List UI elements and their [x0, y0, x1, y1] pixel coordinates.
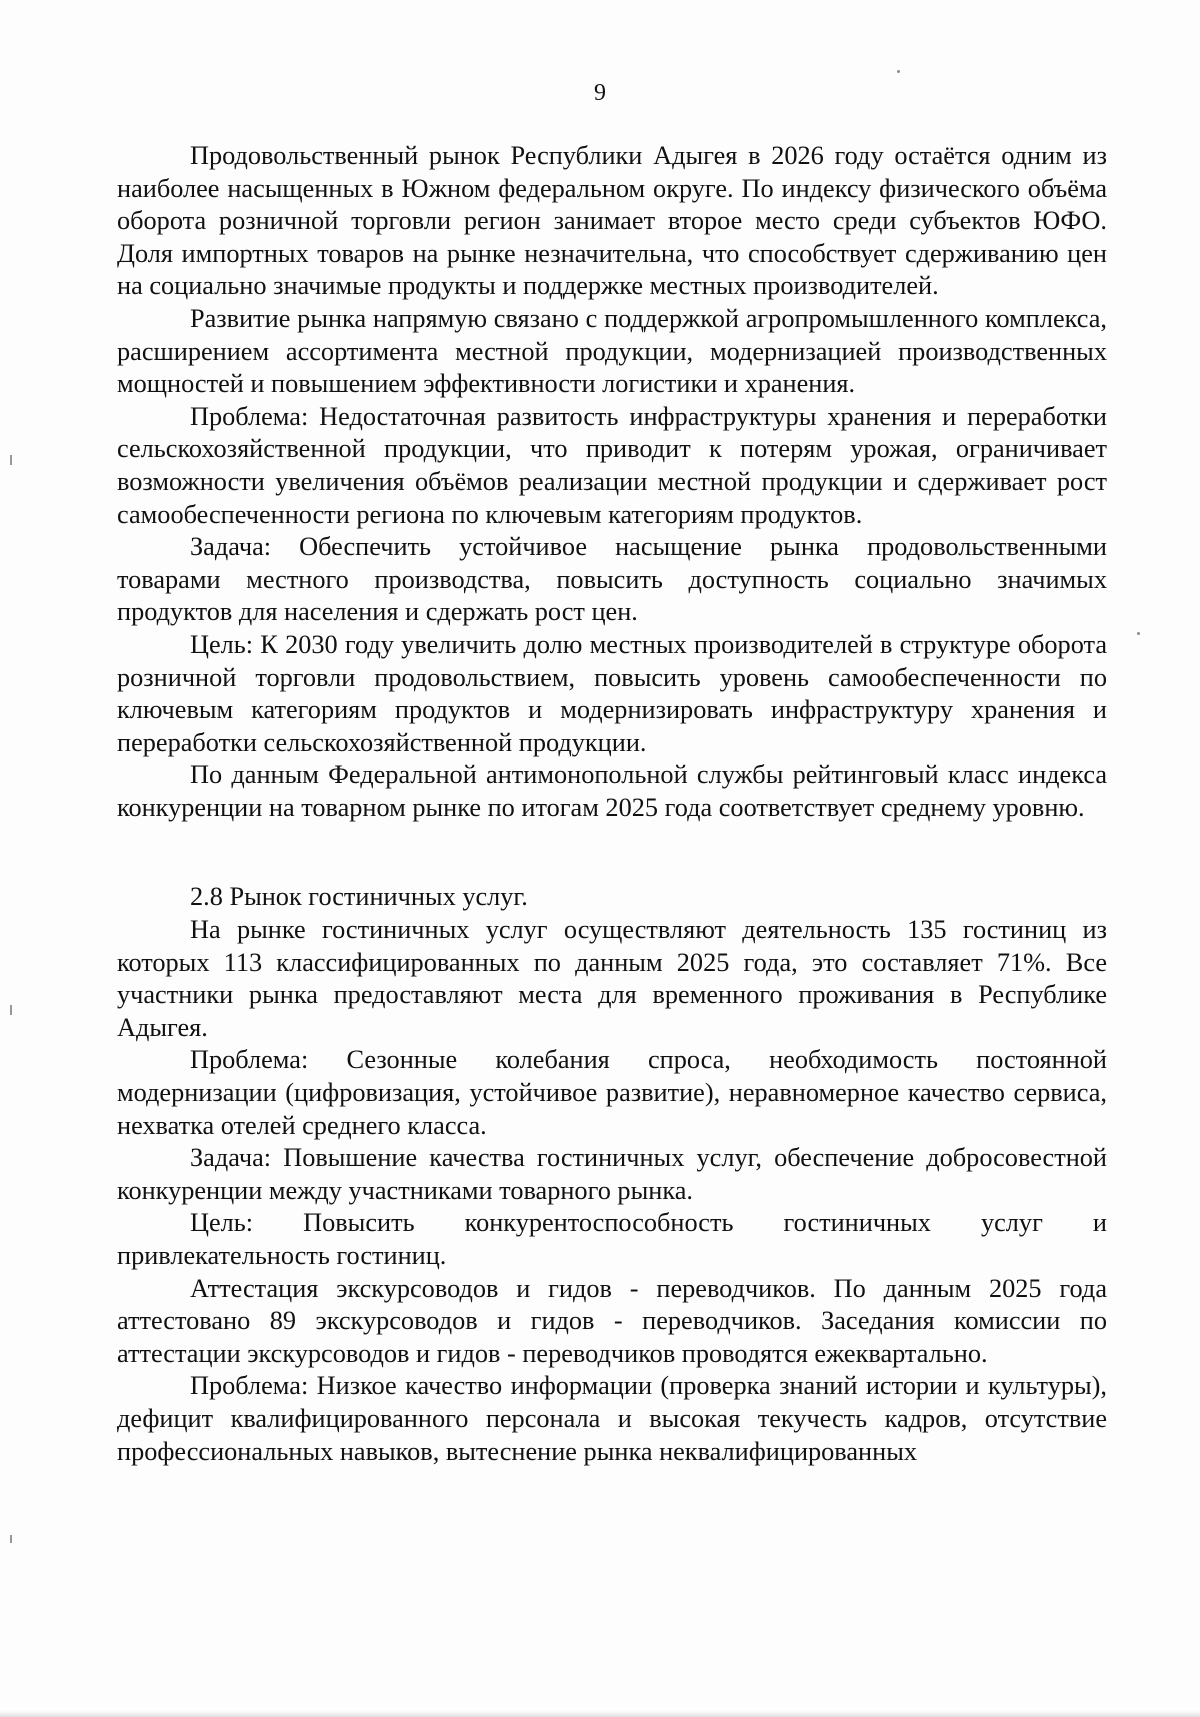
scan-artifact-dot — [1137, 632, 1140, 635]
scan-artifact-dot — [897, 70, 900, 73]
paragraph-hotel-market-overview: На рынке гостиничных услуг осуществляют деятельность 135 гостиниц из которых 113 классифицированных по данным 2025 года, это составляет 71%. Все участники рынка предоставляют места для временного проживания в Республике Адыгея. — [117, 915, 1107, 1042]
page-number: 9 — [594, 80, 606, 106]
scan-artifact-mark — [10, 1535, 12, 1543]
scan-bottom-edge — [0, 1711, 1200, 1717]
paragraph-hotel-market-task: Задача: Повышение качества гостиничных услуг, обеспечение добросовестной конкуренции между участниками товарного рынка. — [117, 1143, 1107, 1205]
paragraph-food-market-development: Развитие рынка напрямую связано с поддержкой агропромышленного комплекса, расширением ассортимента местной продукции, модернизацией производственных мощностей и повышением эффективности логистики и хранения. — [117, 303, 1107, 399]
paragraph-guide-certification: Аттестация экскурсоводов и гидов - переводчиков. По данным 2025 года аттестовано 89 экскурсоводов и гидов - переводчиков. Заседания комиссии по аттестации экскурсоводов и гидов - переводчиков проводятся ежеквартально. — [117, 1273, 1107, 1368]
paragraph-food-market-goal: Цель: К 2030 году увеличить долю местных производителей в структуре оборота розничной торговли продовольствием, повысить уровень самообеспеченности по ключевым категориям продуктов и модернизировать инфраструктуру хранения и переработки сельскохозяйственной продукции. — [117, 629, 1107, 757]
paragraph-food-market-problem: Проблема: Недостаточная развитость инфраструктуры хранения и переработки сельскохозяйственной продукции, что приводит к потерям урожая, ограничивает возможности увеличения объёмов реализации местной продукции и сдерживает рост самообеспеченности региона по ключевым категориям продуктов. — [117, 401, 1107, 529]
paragraph-hotel-market-goal: Цель: Повысить конкурентоспособность гостиничных услуг и привлекательность гостиниц. — [117, 1208, 1107, 1270]
paragraph-hotel-market-problem: Проблема: Сезонные колебания спроса, необходимость постоянной модернизации (цифровизация, устойчивое развитие), неравномерное качество сервиса, нехватка отелей среднего класса. — [117, 1045, 1107, 1140]
document-body — [117, 140, 1107, 1468]
paragraph-food-market-fas-rating: По данным Федеральной антимонопольной службы рейтинговый класс индекса конкуренции на товарном рынке по итогам 2025 года соответствует среднему уровню. — [117, 760, 1107, 822]
scan-artifact-mark — [10, 455, 12, 465]
paragraph-food-market-task: Задача: Обеспечить устойчивое насыщение рынка продовольственными товарами местного производства, повысить доступность социально значимых продуктов для населения и сдержать рост цен. — [117, 532, 1107, 627]
paragraph-food-market-overview: Продовольственный рынок Республики Адыгея в 2026 году остаётся одним из наиболее насыщенных в Южном федеральном округе. По индексу физического объёма оборота розничной торговли регион занимает второе место среди субъектов ЮФО. Доля импортных товаров на рынке незначительна, что способствует сдерживанию цен на социально значимые продукты и поддержке местных производителей. — [117, 141, 1107, 301]
scan-artifact-mark — [10, 1005, 12, 1015]
section-heading-hotel-services: 2.8 Рынок гостиничных услуг. — [190, 882, 528, 912]
section-spacer — [117, 824, 1107, 881]
paragraph-guide-problem: Проблема: Низкое качество информации (проверка знаний истории и культуры), дефицит квалифицированного персонала и высокая текучесть кадров, отсутствие профессиональных навыков, вытеснение рынка неквалифицированных — [117, 1371, 1107, 1466]
